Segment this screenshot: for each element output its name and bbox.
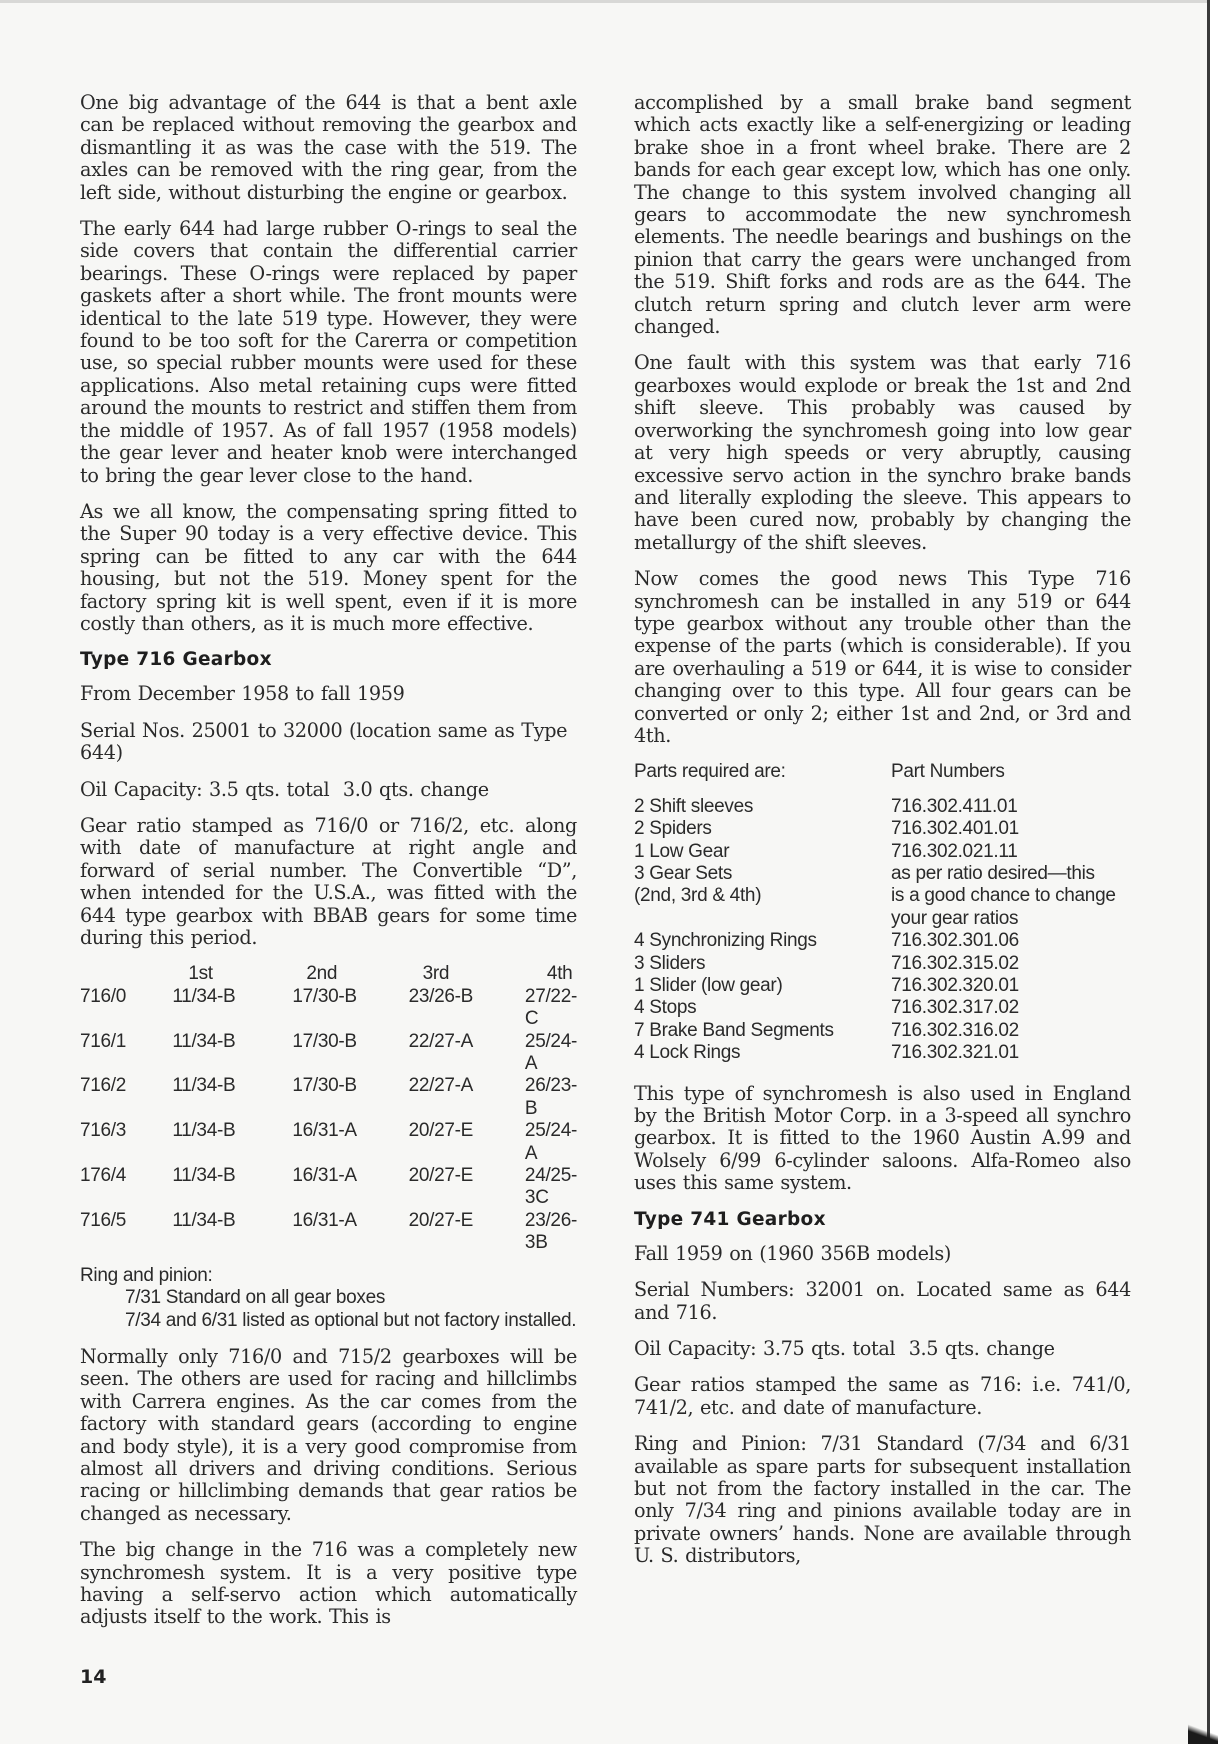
table-cell: 11/34-B <box>172 985 236 1007</box>
page-binding-edge <box>1207 0 1210 1744</box>
table-row <box>634 863 1116 885</box>
table-row <box>634 1042 1116 1064</box>
table-header: 4th <box>546 963 573 985</box>
serial-741: Serial Numbers: 32001 on. Located same as 644 and 716. <box>634 1278 1131 1324</box>
ring-pinion-standard: 7/31 Standard on all gear boxes <box>125 1287 386 1309</box>
table-cell: 11/34-B <box>172 1120 236 1142</box>
table-cell: 17/30-B <box>292 1075 357 1097</box>
table-row <box>80 1075 577 1120</box>
parts-table <box>634 796 1116 1065</box>
table-row <box>634 818 1116 840</box>
table-header-row <box>80 963 577 985</box>
table-cell: 25/24-A <box>524 1030 577 1075</box>
table-cell: 11/34-B <box>172 1075 236 1097</box>
table-row <box>80 1120 577 1165</box>
table-header <box>80 963 172 985</box>
table-row <box>634 997 1116 1019</box>
paragraph-big-change: The big change in the 716 was a completely new synchromesh system. It is a very positive type having a self-servo action which automatically adjusts itself to the work. This is <box>80 1538 577 1629</box>
table-row <box>634 1020 1116 1042</box>
table-cell: 716/0 <box>80 985 127 1007</box>
table-cell: 20/27-E <box>408 1209 474 1231</box>
parts-header-left: Parts required are: <box>634 761 786 783</box>
serial-716: Serial Nos. 25001 to 32000 (location same as Type 644) <box>80 718 568 765</box>
table-cell: 17/30-B <box>292 985 357 1007</box>
table-cell: 11/34-B <box>172 1209 236 1231</box>
table-cell: 16/31-A <box>292 1209 357 1231</box>
table-row <box>634 796 1116 818</box>
table-header: 3rd <box>422 963 450 985</box>
part-number: your gear ratios <box>891 907 1019 929</box>
ring-and-pinion-block <box>80 1265 577 1332</box>
part-number: is a good chance to change <box>891 885 1116 907</box>
paragraph-good-news: Now comes the good news This Type 716 synchromesh can be installed in any 519 or 644 type gearbox without any trouble other than the expense of the parts (which is considerable). If you are overhauling a 519 or 644, it is wise to consider changing over to this type. All four gears can be converted or only 2; either 1st and 2nd, or 3rd and 4th. <box>634 567 1131 747</box>
part-number: 716.302.320.01 <box>891 975 1019 997</box>
table-cell: 24/25-3C <box>524 1165 577 1209</box>
part-number: 716.302.301.06 <box>891 930 1019 952</box>
dates-741: Fall 1959 on (1960 356B models) <box>634 1241 952 1265</box>
page-number: 14 <box>80 1666 107 1688</box>
table-cell: 17/30-B <box>292 1030 357 1052</box>
part-number: 716.302.401.01 <box>891 818 1019 840</box>
oil-capacity-716: Oil Capacity: 3.5 qts. total 3.0 qts. change <box>80 777 489 801</box>
part-name: 3 Sliders <box>634 952 706 974</box>
table-cell: 176/4 <box>80 1165 127 1187</box>
table-row <box>80 1031 577 1076</box>
table-cell: 22/27-A <box>408 1075 474 1097</box>
right-column <box>634 92 1131 1582</box>
part-number: 716.302.321.01 <box>891 1042 1019 1064</box>
section-heading-type-716: Type 716 Gearbox <box>80 649 272 671</box>
table-row <box>634 953 1116 975</box>
gear-ratio-741: Gear ratios stamped the same as 716: i.e. 741/0, 741/2, etc. and date of manufacture. <box>634 1373 1131 1419</box>
table-row <box>634 885 1116 907</box>
part-name: 2 Shift sleeves <box>634 795 754 817</box>
part-number: 716.302.021.11 <box>891 840 1018 862</box>
part-number: as per ratio desired—this <box>891 863 1095 884</box>
table-cell: 20/27-E <box>408 1165 474 1187</box>
paragraph-bent-axle: One big advantage of the 644 is that a bent axle can be replaced without removing the gearbox and dismantling it as was the case with the 519. The axles can be removed with the ring gear, from the left side, without disturbing the engine or gearbox. <box>80 91 577 204</box>
table-row <box>80 1165 577 1210</box>
part-name: 1 Slider (low gear) <box>634 975 783 997</box>
part-number: 716.302.411.01 <box>891 795 1018 817</box>
table-cell: 20/27-E <box>408 1120 474 1142</box>
table-cell: 25/24-A <box>524 1120 577 1164</box>
paragraph-one-fault: One fault with this system was that early 716 gearboxes would explode or break the 1st and 2nd shift sleeve. This probably was caused by overworking the synchromesh going into low gear at very high speeds or very abruptly, causing excessive servo action in the synchro brake bands and literally exploding the sleeve. This appears to have been cured now, probably by changing the metallurgy of the shift sleeves. <box>634 351 1131 554</box>
parts-header <box>634 761 1131 783</box>
paragraph-o-rings: The early 644 had large rubber O-rings to seal the side covers that contain the differential carrier bearings. These O-rings were replaced by paper gaskets after a short while. The front mounts were identical to the late 519 type. However, they were found to be too soft for the Carerra or competition use, so special rubber mounts were used for these applications. Also metal retaining cups were fitted around the mounts to restrict and stiffen them from the middle of 1957. As of fall 1957 (1958 models) the gear lever and heater knob were interchanged to bring the gear lever close to the hand. <box>80 217 577 487</box>
part-number: 716.302.317.02 <box>891 997 1019 1019</box>
part-number: 716.302.316.02 <box>891 1019 1019 1041</box>
table-cell: 16/31-A <box>292 1165 357 1187</box>
table-cell: 11/34-B <box>172 1030 236 1052</box>
table-cell: 23/26-3B <box>524 1209 577 1254</box>
page-top-edge <box>0 0 1210 3</box>
page-corner-shadow <box>1188 1722 1218 1744</box>
part-number: 716.302.315.02 <box>891 952 1019 974</box>
part-name: 4 Stops <box>634 997 697 1019</box>
ring-pinion-741: Ring and Pinion: 7/31 Standard (7/34 and 6/31 available as spare parts for subsequent installation but not from the factory installed in the car. The only 7/34 ring and pinions available today are in private owners’ hands. None are available through U. S. distributors, <box>634 1432 1131 1568</box>
paragraph-compensating-spring: As we all know, the compensating spring fitted to the Super 90 today is a very effective device. This spring can be fitted to any car with the 644 housing, but not the 519. Money spent for the factory spring kit is well spent, even if it is more costly than others, as it is much more effective. <box>80 499 577 635</box>
part-name <box>634 908 891 930</box>
table-row <box>634 975 1116 997</box>
gear-ratio-table <box>80 963 577 1254</box>
table-cell: 22/27-A <box>408 1030 474 1052</box>
table-cell: 23/26-B <box>408 985 474 1007</box>
left-column <box>80 92 577 1643</box>
table-cell: 716/5 <box>80 1209 127 1231</box>
part-name: (2nd, 3rd & 4th) <box>634 885 762 907</box>
parts-header-right: Part Numbers <box>891 761 1005 783</box>
table-row <box>634 930 1116 952</box>
ring-pinion-optional: 7/34 and 6/31 listed as optional but not factory installed. <box>125 1309 577 1331</box>
table-cell: 26/23-B <box>524 1075 577 1119</box>
paragraph-brake-band: accomplished by a small brake band segment which acts exactly like a self-energizing or leading brake shoe in a front wheel brake. There are 2 bands for each gear except low, which has one only. The change to this system involved changing all gears to accommodate the new synchromesh elements. The needle bearings and bushings on the pinion that carry the gears were unchanged from the 519. Shift forks and rods are as the 644. The clutch return spring and clutch lever arm were changed. <box>634 91 1131 339</box>
paragraph-normally-only: Normally only 716/0 and 715/2 gearboxes will be seen. The others are used for racing and hillclimbs with Carrera engines. As the car comes from the factory with standard gears (according to engine and body style), it is a very good compromise from almost all drivers and driving conditions. Serious racing or hillclimbing demands that gear ratios be changed as necessary. <box>80 1344 577 1525</box>
part-name: 4 Synchronizing Rings <box>634 930 817 952</box>
part-name: 7 Brake Band Segments <box>634 1019 834 1041</box>
table-row <box>634 908 1116 930</box>
part-name: 2 Spiders <box>634 818 712 840</box>
table-cell: 716/2 <box>80 1075 127 1097</box>
table-cell: 27/22-C <box>524 985 577 1030</box>
oil-capacity-741: Oil Capacity: 3.75 qts. total 3.5 qts. change <box>634 1336 1055 1360</box>
table-cell: 11/34-B <box>172 1165 236 1187</box>
part-name: 3 Gear Sets <box>634 863 733 884</box>
table-row <box>634 841 1116 863</box>
table-cell: 716/3 <box>80 1120 127 1142</box>
ring-pinion-label: Ring and pinion: <box>80 1264 213 1286</box>
table-header: 2nd <box>306 963 338 985</box>
table-header: 1st <box>188 963 213 985</box>
part-name: 1 Low Gear <box>634 840 730 862</box>
part-name: 4 Lock Rings <box>634 1042 741 1064</box>
table-row <box>80 986 577 1031</box>
gear-ratio-716: Gear ratio stamped as 716/0 or 716/2, etc. along with date of manufacture at right angle and forward of serial number. The Convertible “D”, when intended for the U.S.A., was fitted with the 644 type gearbox with BBAB gears for some time during this period. <box>80 813 577 949</box>
table-cell: 16/31-A <box>292 1120 357 1142</box>
section-heading-type-741: Type 741 Gearbox <box>634 1208 826 1230</box>
paragraph-british-motor: This type of synchromesh is also used in England by the British Motor Corp. in a 3-speed all synchro gearbox. It is fitted to the 1960 Austin A.99 and Wolsely 6/99 6-cylinder saloons. Alfa-Romeo also uses this same system. <box>634 1081 1131 1195</box>
page-margin-right <box>1210 0 1218 1744</box>
table-cell: 716/1 <box>80 1030 127 1052</box>
table-row <box>80 1210 577 1255</box>
dates-716: From December 1958 to fall 1959 <box>80 682 405 706</box>
